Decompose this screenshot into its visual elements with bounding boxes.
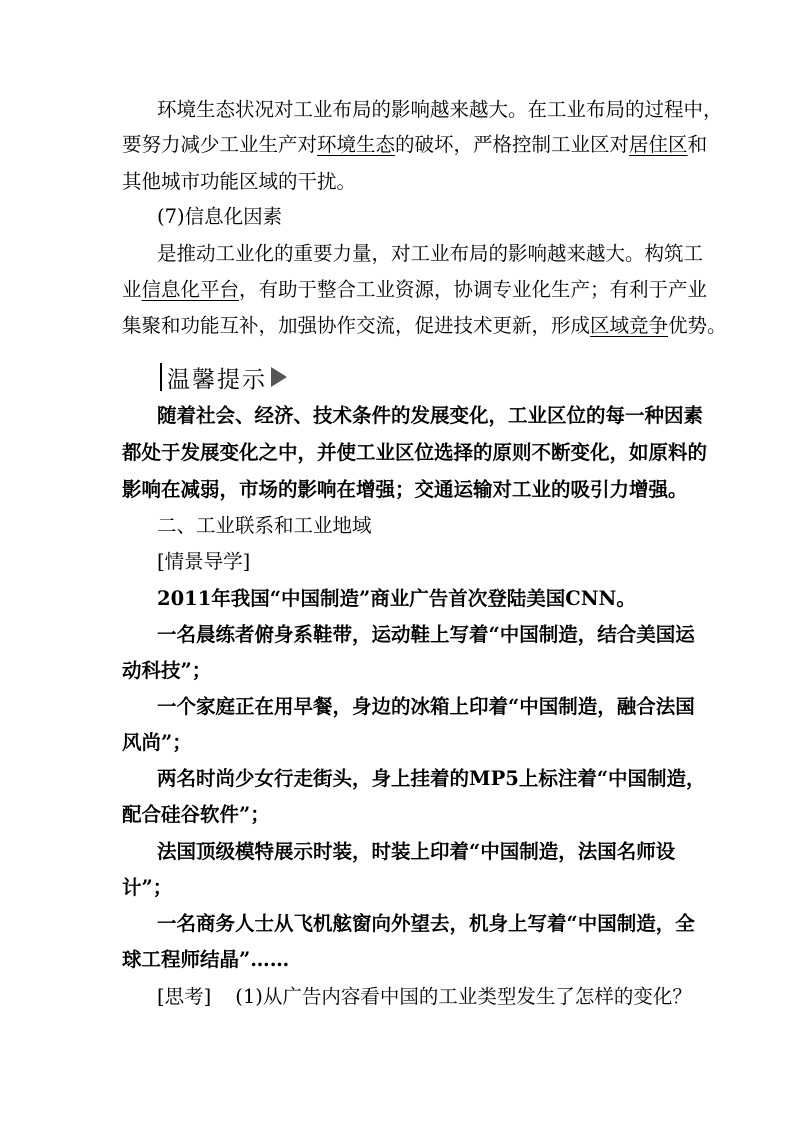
heading-informatization: (7)信息化因素	[157, 205, 283, 228]
guide-line-6b: 球工程师结晶”……	[122, 948, 290, 971]
paragraph-informatization-line-1: 是推动工业化的重要力量，对工业布局的影响越来越大。构筑工	[157, 242, 704, 265]
tip-line-2: 都处于发展变化之中，并使工业区位选择的原则不断变化，如原料的	[122, 441, 708, 464]
play-arrow-icon	[271, 367, 287, 387]
tip-bar	[160, 363, 162, 391]
tip-header	[160, 361, 287, 393]
guide-line-3b: 风尚”；	[122, 731, 192, 754]
tip-line-3: 影响在减弱，市场的影响在增强；交通运输对工业的吸引力增强。	[122, 478, 688, 501]
guide-line-4a: 两名时尚少女行走街头，身上挂着的MP5上标注着“中国制造，	[157, 767, 706, 790]
think-question-text: (1)从广告内容看中国的工业类型发生了怎样的变化？	[235, 985, 692, 1008]
guide-line-5b: 计”；	[122, 876, 173, 899]
section-heading: 二、工业联系和工业地域	[157, 514, 372, 537]
think-question	[157, 985, 692, 1009]
paragraph-environment-line-1: 环境生态状况对工业布局的影响越来越大。在工业布局的过程中，	[157, 98, 723, 121]
text-run: ，有助于整合工业资源，协调专业化生产；有利于产业	[239, 278, 708, 301]
text-run: 优势。	[668, 314, 727, 337]
guide-label: [情景导学]	[157, 550, 251, 573]
text-run: 的破坏，严格控制工业区对	[395, 133, 630, 156]
think-label: [思考]	[157, 985, 212, 1008]
paragraph-environment-line-2	[122, 133, 707, 157]
guide-line-4b: 配合硅谷软件”；	[122, 803, 270, 826]
text-run: 业	[122, 278, 142, 301]
underlined-term-competition: 区域竞争	[590, 314, 669, 337]
paragraph-informatization-line-3	[122, 314, 727, 338]
tip-line-1: 随着社会、经济、技术条件的发展变化，工业区位的每一种因素	[157, 404, 704, 427]
text-run: 集聚和功能互补，加强协作交流，促进技术更新，形成	[122, 314, 591, 337]
tip-label: 温馨提示	[167, 366, 267, 393]
text-run: 要努力减少工业生产对	[122, 133, 318, 156]
paragraph-environment-line-3: 其他城市功能区域的干扰。	[122, 170, 357, 193]
guide-line-2a: 一名晨练者俯身系鞋带，运动鞋上写着“中国制造，结合美国运	[157, 623, 695, 646]
underlined-term-environment: 环境生态	[317, 133, 396, 156]
paragraph-informatization-line-2	[122, 278, 707, 302]
guide-line-1: 2011年我国“中国制造”商业广告首次登陆美国CNN。	[157, 587, 636, 610]
guide-line-6a: 一名商务人士从飞机舷窗向外望去，机身上写着“中国制造，全	[157, 912, 695, 935]
guide-line-3a: 一个家庭正在用早餐，身边的冰箱上印着“中国制造，融合法国	[157, 695, 695, 718]
text-run: 和	[687, 133, 708, 156]
underlined-term-residential: 居住区	[629, 133, 688, 156]
guide-line-2b: 动科技”；	[122, 659, 212, 682]
guide-line-5a: 法国顶级模特展示时装，时装上印着“中国制造，法国名师设	[157, 840, 676, 863]
underlined-term-platform: 信息化平台	[141, 278, 240, 301]
